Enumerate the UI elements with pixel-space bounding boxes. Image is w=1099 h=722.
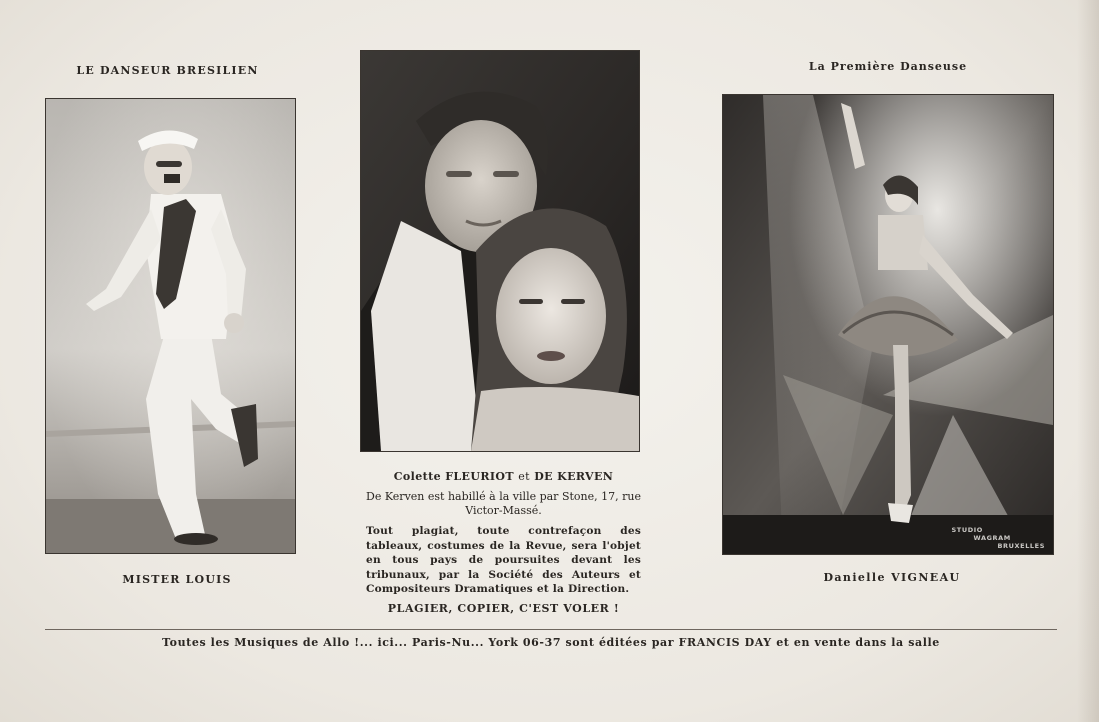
studio-stamp: STUDIO WAGRAM BRUXELLES [951, 526, 1045, 550]
performer-names [366, 470, 641, 483]
footer-divider [45, 629, 1057, 630]
copy-motto: PLAGIER, COPIER, C'EST VOLER ! [387, 601, 620, 615]
page-edge-shadow [1077, 0, 1099, 722]
tailor-credit: De Kerven est habillé à la ville par Stone, 17, rue Victor-Massé. [366, 490, 641, 517]
footer-music-credit: Toutes les Musiques de Allo !... ici... Paris-Nu... York 06-37 sont éditées par FRANCIS DAY et en vente dans la salle [162, 636, 940, 649]
photo-mister-louis [45, 98, 296, 554]
center-text-block [366, 470, 641, 615]
copyright-notice: Tout plagiat, toute contrefaçon des tableaux, costumes de la Revue, sera l'objet en tous pays de poursuites devant les tribunaux, par la Société des Auteurs et Compositeurs Dramatiques et la Direction. [366, 525, 641, 595]
name-fleuriot: Colette FLEURIOT [393, 470, 514, 483]
right-top-caption: La Première Danseuse [808, 60, 968, 73]
name-conjunction: et [518, 470, 530, 483]
photo-danielle-vigneau [722, 94, 1054, 555]
name-de-kerven: DE KERVEN [534, 470, 614, 483]
right-bottom-caption: Danielle VIGNEAU [823, 571, 961, 584]
left-top-caption: LE DANSEUR BRESILIEN [76, 64, 259, 77]
photo-fleuriot-de-kerven [360, 50, 640, 452]
left-bottom-caption: MISTER LOUIS [122, 573, 232, 586]
